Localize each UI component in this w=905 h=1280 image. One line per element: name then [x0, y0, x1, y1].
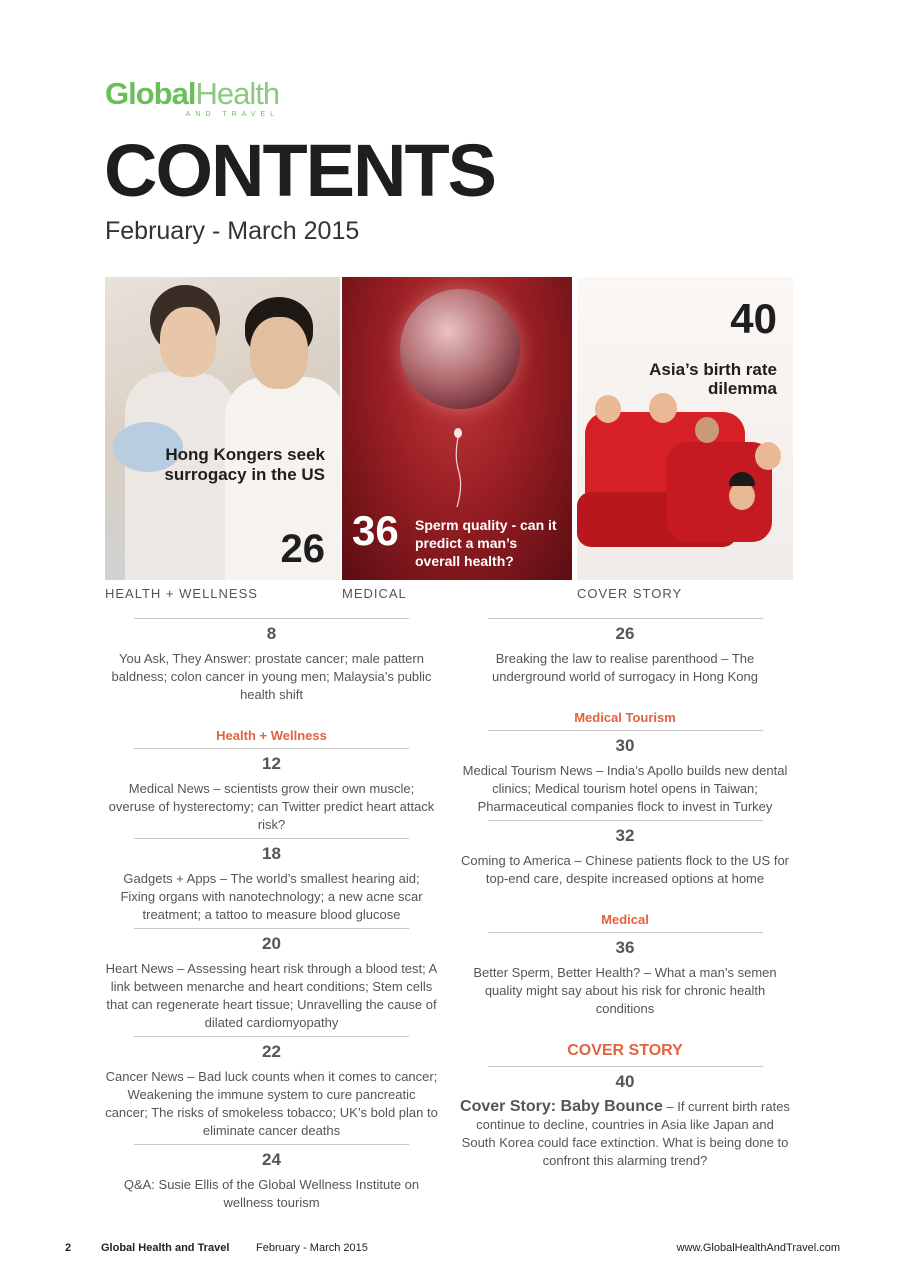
section-label-cover-story: COVER STORY: [577, 586, 683, 601]
cover-story-lead: Cover Story: Baby Bounce: [460, 1098, 663, 1115]
entry-page-number: 30: [615, 736, 635, 755]
entry-description: Medical Tourism News – India’s Apollo builds new dental clinics; Medical tourism hotel opens in Taiwan; Pharmaceutical companies flock to invest in Turkey: [462, 763, 788, 814]
divider: [134, 928, 409, 929]
baby-image: [755, 442, 781, 470]
contents-entry[interactable]: [105, 928, 438, 1032]
entry-page-number: 22: [262, 1042, 281, 1061]
feature-birth-page: 40: [730, 295, 777, 342]
entry-page-number: 40: [615, 1072, 635, 1091]
footer-magazine-name: Global Health and Travel: [101, 1242, 230, 1254]
mother-face: [160, 307, 216, 377]
feature-birth-headline: Asia’s birth rate dilemma: [649, 360, 777, 398]
entry-description: Breaking the law to realise parenthood – The underground world of surrogacy in Hong Kong: [492, 651, 758, 684]
entry-page-number: 24: [262, 1150, 281, 1169]
feature-surrogacy-panel[interactable]: [105, 277, 340, 580]
contents-entry[interactable]: [460, 1042, 790, 1170]
contents-entry[interactable]: [105, 728, 438, 834]
footer-website-link[interactable]: www.GlobalHealthAndTravel.com: [676, 1242, 840, 1254]
footer-issue-date: February - March 2015: [256, 1242, 368, 1254]
entry-description: Heart News – Assessing heart risk through a blood test; A link between menarche and heart conditions; Stem cells that can regenerate heart tissue; Unravelling the cause of dilated cardiomyopathy: [105, 961, 438, 1030]
divider: [488, 618, 763, 619]
divider: [488, 730, 763, 731]
entry-description: Cancer News – Bad luck counts when it comes to cancer; Weakening the immune system to cure pancreatic cancer; The risks of smokeless tobacco; UK’s bold plan to eliminate cancer deaths: [105, 1069, 438, 1138]
entry-page-number: 12: [262, 754, 281, 773]
baby-image: [595, 395, 621, 423]
contents-entry[interactable]: [105, 1144, 438, 1212]
feature-surrogacy-page: 26: [280, 527, 325, 571]
entry-page-number: 26: [615, 624, 635, 643]
feature-sperm-panel[interactable]: [342, 277, 572, 580]
entry-page-number: 32: [615, 826, 635, 845]
contents-right-column: [460, 618, 790, 1170]
entry-description: Q&A: Susie Ellis of the Global Wellness Institute on wellness tourism: [123, 1177, 420, 1210]
entry-description: Coming to America – Chinese patients flock to the US for top-end care, despite increased options at home: [460, 853, 790, 886]
feature-sperm-headline: Sperm quality - can it predict a man’s overall health?: [415, 517, 557, 569]
contents-entry[interactable]: [460, 618, 790, 686]
divider: [134, 618, 409, 619]
divider: [134, 1036, 409, 1037]
contents-left-column: [105, 618, 438, 1212]
logo-health: Health: [195, 76, 280, 111]
feature-surrogacy-headline: Hong Kongers seek surrogacy in the US: [164, 445, 325, 484]
logo-global: Global: [105, 76, 196, 111]
entry-description: Gadgets + Apps – The world’s smallest hearing aid; Fixing organs with nanotechnology; a new acne scar treatment; a tattoo to measure blood glucose: [120, 871, 423, 922]
divider: [488, 932, 763, 933]
feature-sperm-page: 36: [352, 507, 399, 554]
feature-birth-panel[interactable]: [577, 277, 793, 580]
baby-image: [649, 393, 677, 423]
entry-page-number: 36: [615, 938, 635, 957]
cover-story-text: – If current birth rates continue to decline, countries in Asia like Japan and South Korea could face extinction. What is being done to confront this alarming trend?: [461, 1099, 790, 1168]
footer-page-number: 2: [65, 1242, 72, 1254]
page-title: CONTENTS: [104, 129, 495, 212]
entry-page-number: 18: [262, 844, 281, 863]
divider: [488, 1066, 763, 1067]
baby-image: [695, 417, 719, 443]
category-heading: Medical: [601, 912, 649, 927]
egg-cell-image: [400, 289, 520, 409]
contents-entry[interactable]: [105, 838, 438, 924]
entry-page-number: 8: [266, 624, 277, 643]
divider: [134, 748, 409, 749]
entry-description: [460, 1098, 790, 1170]
category-heading: COVER STORY: [567, 1042, 683, 1059]
category-heading: Medical Tourism: [574, 710, 676, 725]
entry-page-number: 20: [262, 934, 281, 953]
divider: [134, 1144, 409, 1145]
section-label-health-wellness: HEALTH + WELLNESS: [105, 586, 258, 601]
father-face: [250, 317, 308, 389]
logo-subtitle: AND TRAVEL: [185, 111, 280, 118]
section-label-medical: MEDICAL: [342, 586, 407, 601]
divider: [488, 820, 763, 821]
entry-description: Better Sperm, Better Health? – What a man’s semen quality might say about his risk for chronic health conditions: [473, 965, 777, 1016]
divider: [134, 838, 409, 839]
magazine-logo: [105, 78, 279, 118]
contents-entry[interactable]: [460, 820, 790, 888]
baby-image: [729, 482, 755, 510]
issue-date: February - March 2015: [105, 217, 360, 245]
category-heading: Health + Wellness: [216, 728, 327, 743]
contents-entry[interactable]: [105, 618, 438, 704]
contents-entry[interactable]: [460, 912, 790, 1018]
entry-description: Medical News – scientists grow their own muscle; overuse of hysterectomy; can Twitter predict heart attack risk?: [108, 781, 435, 832]
contents-entry[interactable]: [105, 1036, 438, 1140]
contents-entry[interactable]: [460, 710, 790, 816]
sperm-image: [452, 427, 464, 507]
entry-description: You Ask, They Answer: prostate cancer; male pattern baldness; colon cancer in young men; Malaysia’s public health shift: [111, 651, 432, 702]
